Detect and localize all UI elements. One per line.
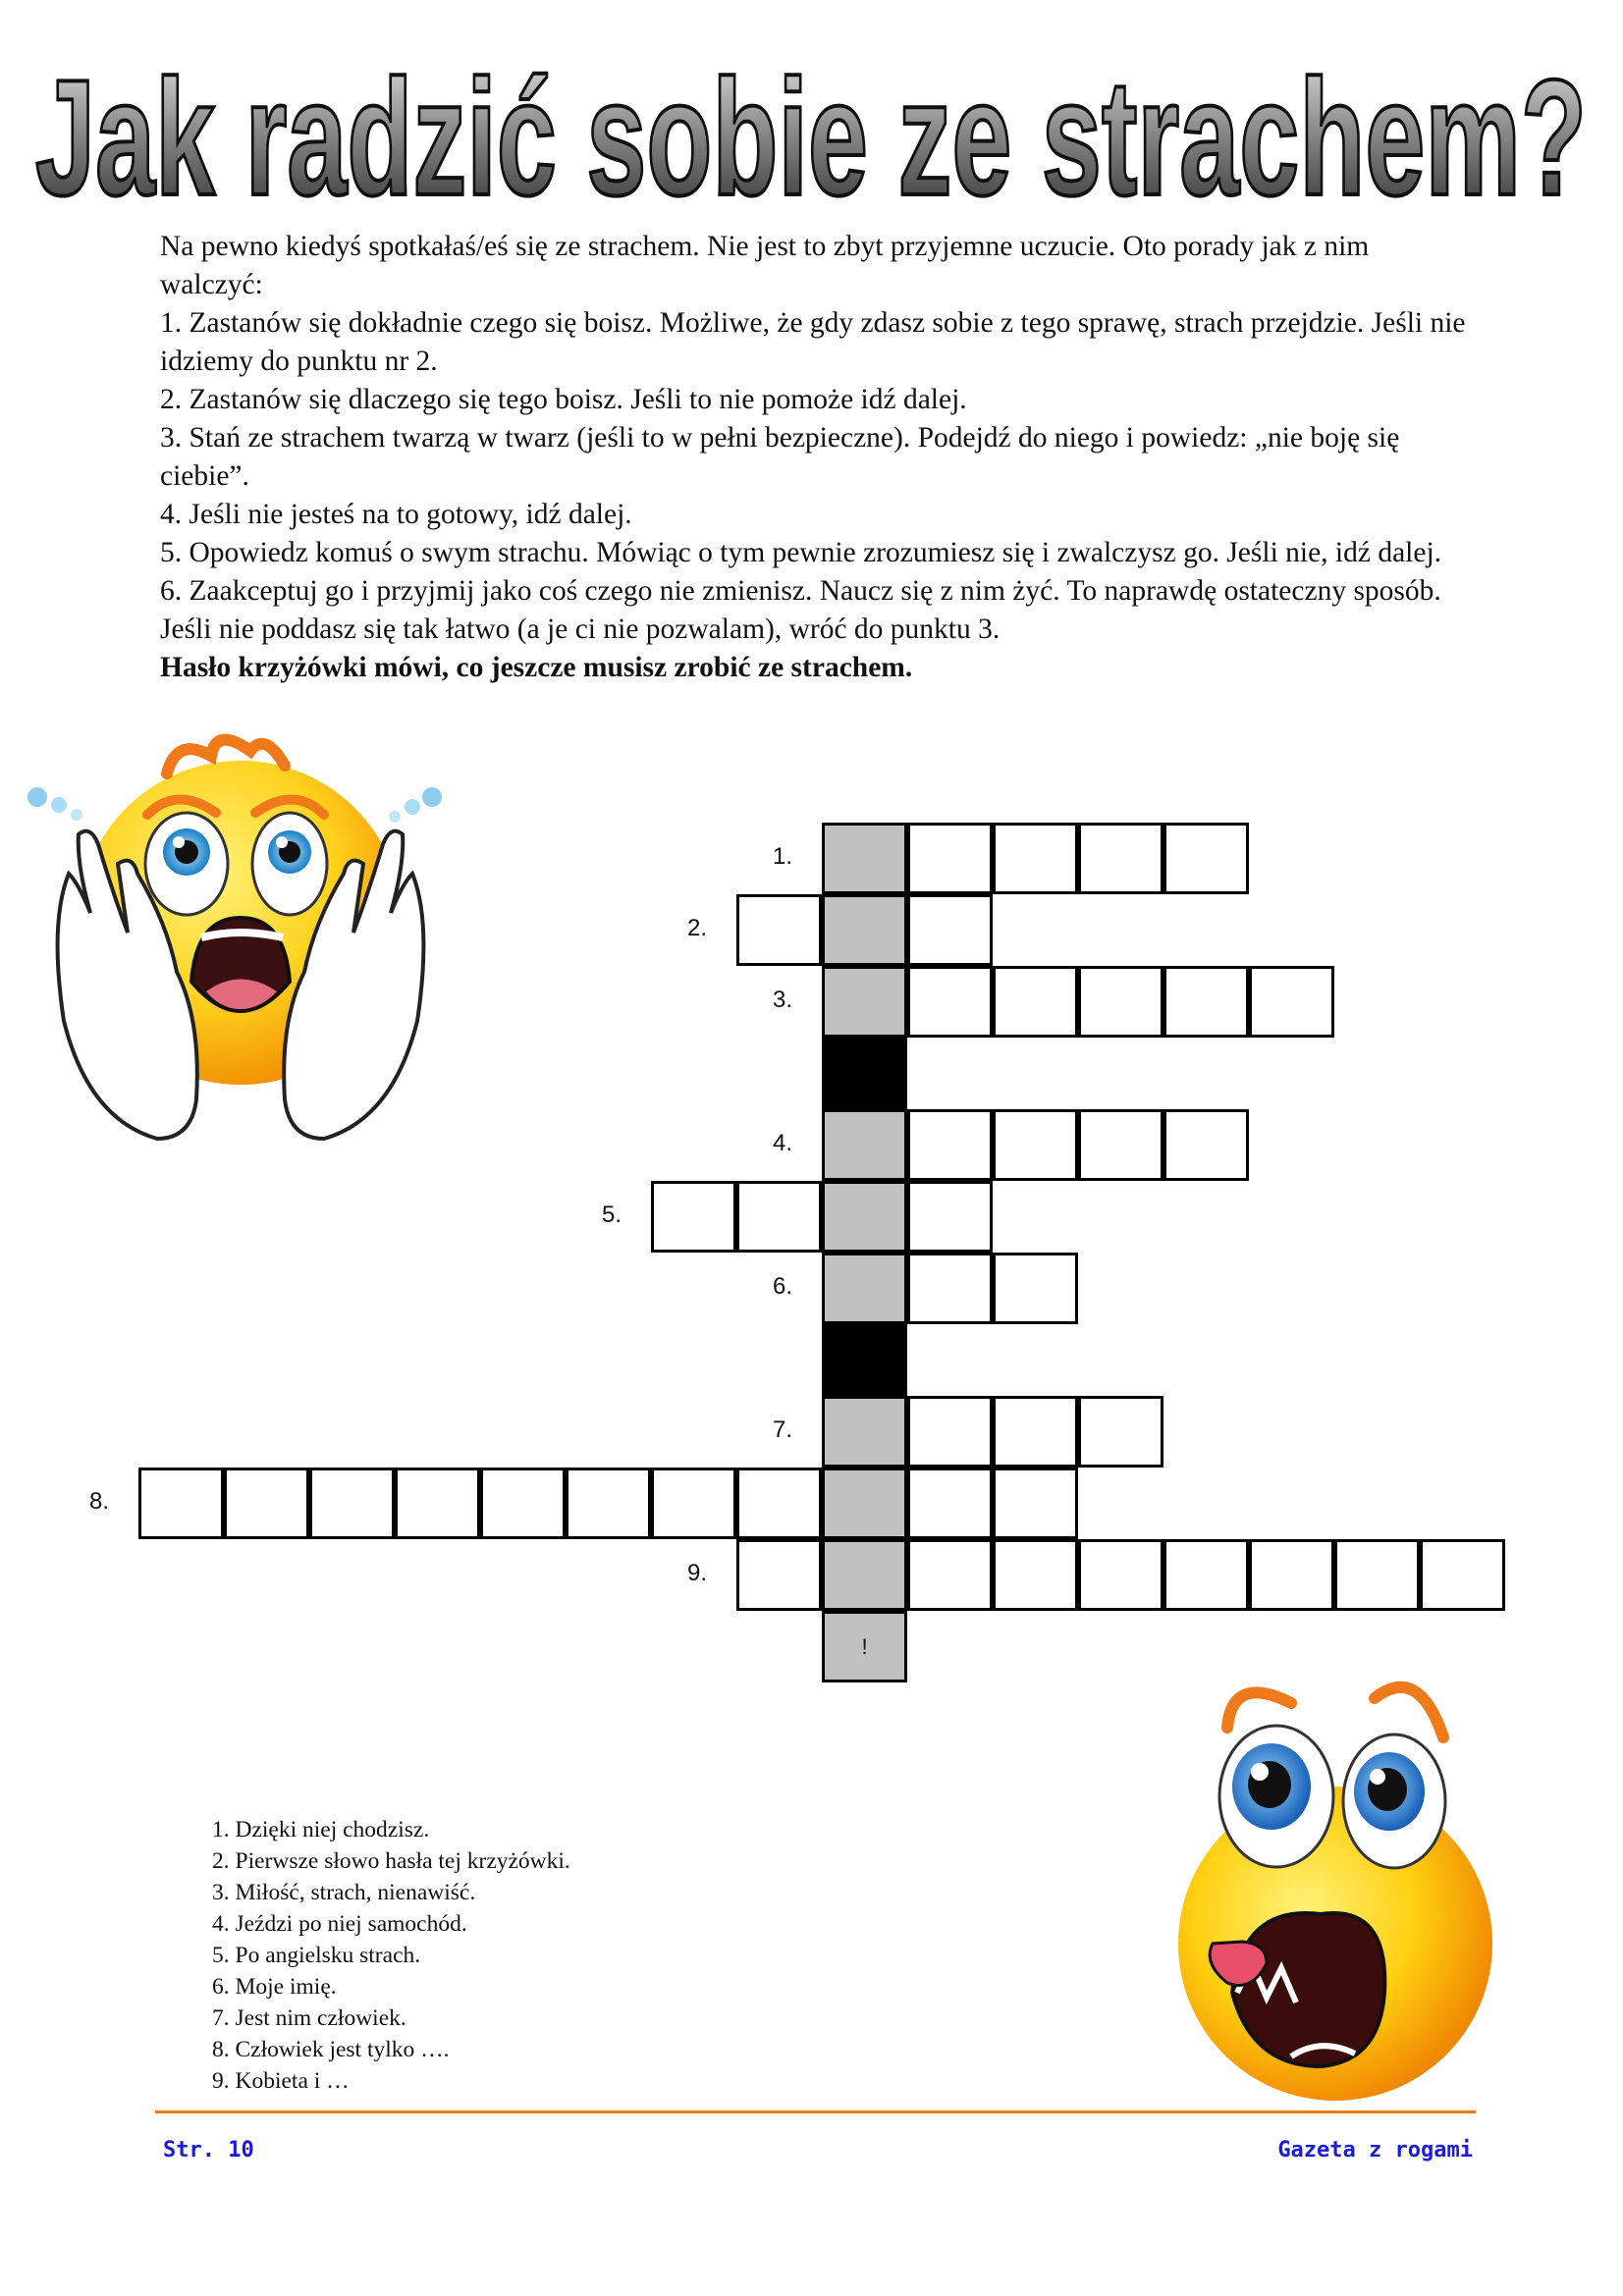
- crossword-row-number: 7.: [773, 1416, 793, 1443]
- crossword-row-number: 6.: [773, 1273, 793, 1300]
- crossword-cell[interactable]: [1163, 1109, 1249, 1181]
- intro-text: [160, 228, 1476, 687]
- publication-name: Gazeta z rogami: [1277, 2138, 1473, 2163]
- crossword-cell[interactable]: [907, 1468, 993, 1539]
- crossword-row-number: 9.: [687, 1560, 708, 1586]
- footer-divider: [155, 2110, 1476, 2113]
- crossword-cell[interactable]: [907, 894, 993, 966]
- crossword-cell[interactable]: [1249, 1539, 1334, 1611]
- clue-8: 8. Człowiek jest tylko ….: [212, 2037, 450, 2062]
- crossword-cell[interactable]: [651, 1181, 736, 1253]
- crossword-key-cell[interactable]: [822, 894, 907, 966]
- intro-paragraph: Na pewno kiedyś spotkałaś/eś się ze strachem. Nie jest to zbyt przyjemne uczucie. Oto porady jak z nim walczyć:: [160, 231, 1370, 300]
- crossword-key-cell[interactable]: [822, 966, 907, 1038]
- crossword-cell[interactable]: [309, 1468, 395, 1539]
- crossword-cell[interactable]: [907, 1396, 993, 1468]
- crossword-instruction: Hasło krzyżówki mówi, co jeszcze musisz zrobić ze strachem.: [160, 652, 913, 683]
- crossword-cell[interactable]: [1078, 1539, 1163, 1611]
- crossword-cell[interactable]: [138, 1468, 224, 1539]
- crossword-cell[interactable]: [907, 1109, 993, 1181]
- page-number: Str. 10: [163, 2138, 254, 2163]
- advice-5: 5. Opowiedz komuś o swym strachu. Mówiąc o tym pewnie zrozumiesz się i zwalczysz go. Jeśli nie, idź dalej.: [160, 537, 1442, 568]
- crossword-cell[interactable]: [736, 1468, 822, 1539]
- crossword-cell[interactable]: [1334, 1539, 1420, 1611]
- crossword-cell[interactable]: [1163, 823, 1249, 894]
- crossword-blocked-cell: [822, 1038, 907, 1109]
- crossword-cell[interactable]: [1078, 966, 1163, 1038]
- advice-2: 2. Zastanów się dlaczego się tego boisz. Jeśli to nie pomoże idź dalej.: [160, 384, 967, 415]
- clue-7: 7. Jest nim człowiek.: [212, 2005, 406, 2031]
- clue-1: 1. Dzięki niej chodzisz.: [212, 1817, 430, 1842]
- page-title-text: Jak radzić sobie ze strachem?: [35, 45, 1587, 226]
- crossword-cell[interactable]: [993, 1468, 1078, 1539]
- advice-1: 1. Zastanów się dokładnie czego się boisz. Możliwe, że gdy zdasz sobie z tego sprawę, strach przejdzie. Jeśli nie idziemy do punktu nr 2.: [160, 307, 1466, 377]
- crossword-cell[interactable]: [1078, 823, 1163, 894]
- crossword-cell[interactable]: [993, 1396, 1078, 1468]
- crossword-cell[interactable]: [1078, 1396, 1163, 1468]
- crossword-cell[interactable]: [907, 823, 993, 894]
- crossword-blocked-cell: [822, 1324, 907, 1396]
- crossword-key-cell[interactable]: [822, 1396, 907, 1468]
- crossword-cell[interactable]: [736, 1539, 822, 1611]
- crossword-key-cell[interactable]: [822, 1181, 907, 1253]
- crossword-cell[interactable]: [993, 1539, 1078, 1611]
- crossword-cell[interactable]: [566, 1468, 651, 1539]
- crossword-cell[interactable]: [993, 1109, 1078, 1181]
- clue-5: 5. Po angielsku strach.: [212, 1943, 421, 1968]
- advice-3: 3. Stań ze strachem twarzą w twarz (jeśli to w pełni bezpieczne). Podejdź do niego i powiedz: „nie boję się ciebie”.: [160, 422, 1400, 492]
- crossword-cell[interactable]: [736, 894, 822, 966]
- crossword-cell[interactable]: [1078, 1109, 1163, 1181]
- crossword-cell[interactable]: [993, 823, 1078, 894]
- crossword-cell[interactable]: [907, 966, 993, 1038]
- clue-2: 2. Pierwsze słowo hasła tej krzyżówki.: [212, 1848, 570, 1874]
- crossword-cell[interactable]: [395, 1468, 480, 1539]
- advice-4: 4. Jeśli nie jesteś na to gotowy, idź dalej.: [160, 499, 632, 530]
- crossword-cell[interactable]: [736, 1181, 822, 1253]
- crossword-cell[interactable]: [651, 1468, 736, 1539]
- crossword-key-cell[interactable]: [822, 1109, 907, 1181]
- crossword-cell[interactable]: [1420, 1539, 1505, 1611]
- clue-6: 6. Moje imię.: [212, 1974, 337, 2000]
- crossword-key-cell[interactable]: [822, 1468, 907, 1539]
- clue-3: 3. Miłość, strach, nienawiść.: [212, 1880, 476, 1905]
- crossword-row-number: 4.: [773, 1130, 793, 1156]
- crossword-key-cell[interactable]: [822, 1253, 907, 1324]
- shocked-face-illustration: [1173, 1669, 1497, 2110]
- crossword-cell[interactable]: [993, 966, 1078, 1038]
- crossword-cell[interactable]: [1163, 966, 1249, 1038]
- crossword-row-number: 5.: [602, 1201, 622, 1228]
- crossword-cell[interactable]: [480, 1468, 566, 1539]
- clue-9: 9. Kobieta i …: [212, 2068, 350, 2094]
- crossword-key-cell[interactable]: [822, 1539, 907, 1611]
- crossword-row-number: 1.: [773, 843, 793, 870]
- crossword-key-cell[interactable]: [822, 823, 907, 894]
- crossword-row-number: 3.: [773, 987, 793, 1013]
- crossword-cell[interactable]: [993, 1253, 1078, 1324]
- crossword-cell[interactable]: [1249, 966, 1334, 1038]
- crossword-cell[interactable]: [907, 1539, 993, 1611]
- advice-6: 6. Zaakceptuj go i przyjmij jako coś czego nie zmienisz. Naucz się z nim żyć. To naprawdę ostateczny sposób. Jeśli nie poddasz się tak łatwo (a je ci nie pozwalam), wróć do punktu 3.: [160, 575, 1441, 645]
- crossword-exclamation-cell: !: [822, 1611, 907, 1682]
- crossword-cell[interactable]: [1163, 1539, 1249, 1611]
- crossword-cell[interactable]: [907, 1181, 993, 1253]
- page-title: [0, 0, 1623, 226]
- crossword-clues: [212, 1814, 899, 2097]
- crossword-cell[interactable]: [907, 1253, 993, 1324]
- crossword-row-number: 2.: [687, 915, 708, 941]
- crossword-cell[interactable]: [224, 1468, 309, 1539]
- crossword-row-number: 8.: [89, 1488, 110, 1515]
- clue-4: 4. Jeździ po niej samochód.: [212, 1911, 467, 1937]
- scared-face-illustration: [20, 726, 481, 1158]
